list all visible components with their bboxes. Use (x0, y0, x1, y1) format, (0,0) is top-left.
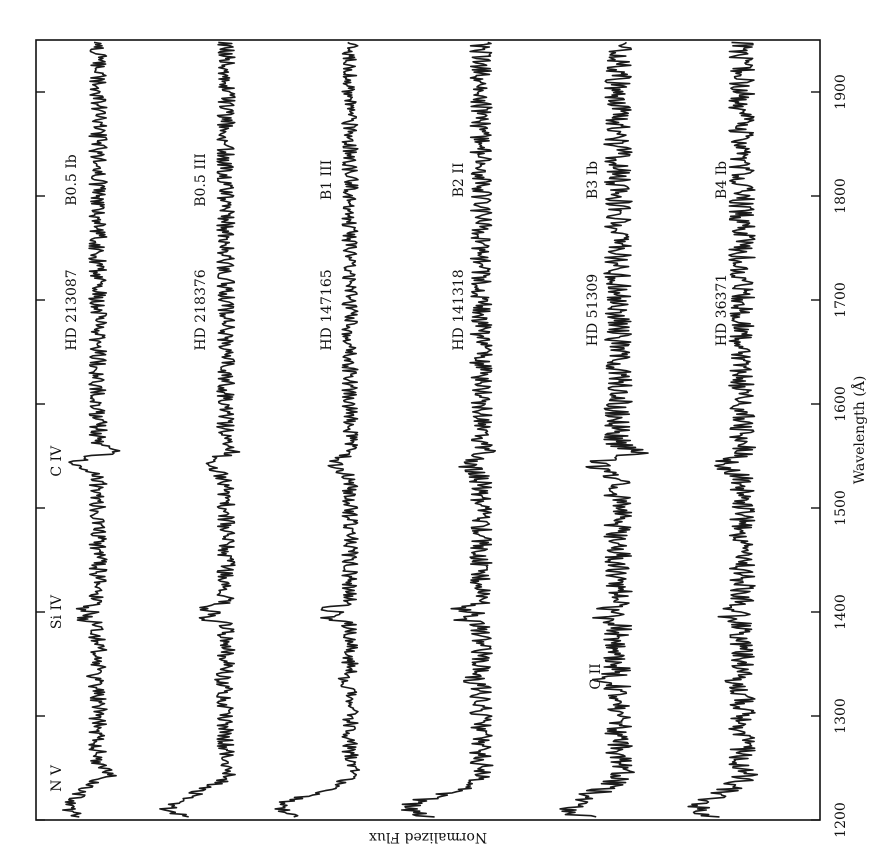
spectrum-line (402, 42, 496, 817)
spectral-type-label: B1 III (319, 159, 335, 201)
x-tick-label: 1400 (833, 594, 849, 630)
star-name-label: HD 51309 (585, 273, 601, 347)
spectrum-line (560, 42, 648, 817)
spectra-group (63, 42, 758, 817)
spectral-type-label: B0.5 Ib (64, 154, 80, 206)
line-annotation: Si IV (49, 594, 65, 630)
star-name-label: HD 218376 (193, 269, 209, 351)
line-annotation: C II (588, 663, 604, 690)
x-tick-label: 1900 (833, 74, 849, 110)
star-name-label: HD 141318 (451, 269, 467, 351)
x-tick-label: 1500 (833, 490, 849, 526)
x-tick-label: 1800 (833, 178, 849, 214)
spectrum-line (688, 42, 757, 817)
x-tick-label: 1200 (833, 802, 849, 838)
line-annotation: N V (49, 764, 65, 792)
y-axis-label: Normalized Flux (368, 829, 488, 845)
star-name-label: HD 147165 (319, 269, 335, 351)
plot-frame (36, 40, 820, 820)
spectral-type-label: B4 Ib (714, 160, 730, 200)
x-axis-label: Wavelength (Å) (852, 375, 868, 485)
spectral-type-label: B3 Ib (585, 160, 601, 200)
spectral-type-label: B0.5 III (193, 153, 209, 207)
labels-group (49, 153, 730, 792)
line-annotation: C IV (49, 445, 65, 477)
star-name-label: HD 36371 (714, 273, 730, 347)
x-tick-label: 1600 (833, 386, 849, 422)
spectral-type-label: B2 II (451, 162, 467, 198)
spectrum-line (275, 42, 359, 817)
x-tick-label: 1300 (833, 698, 849, 734)
x-tick-label: 1700 (833, 282, 849, 318)
star-name-label: HD 213087 (64, 269, 80, 351)
